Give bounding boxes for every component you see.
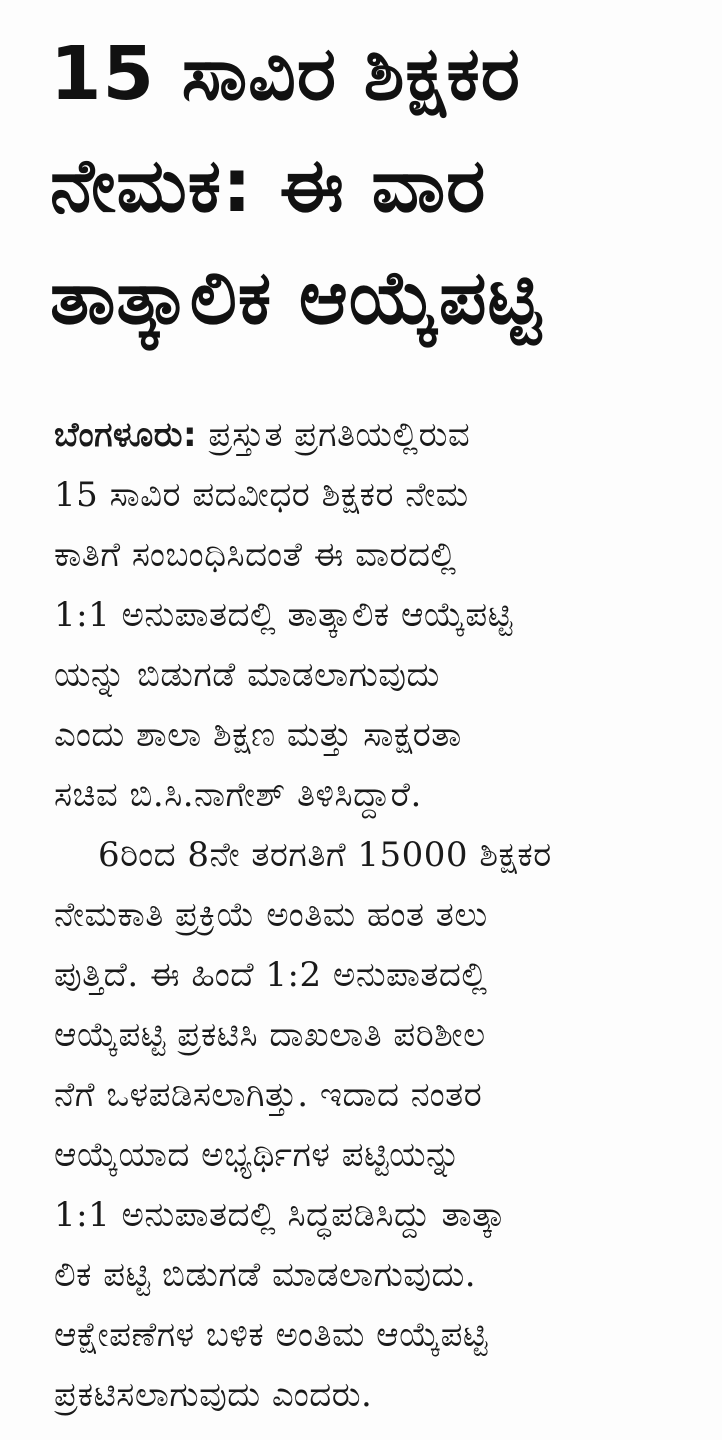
paragraph-2-line-7: 1:1 ಅನುಪಾತದಲ್ಲಿ ಸಿದ್ಧಪಡಿಸಿದ್ದು ತಾತ್ಕಾ — [54, 1195, 506, 1235]
paragraph-1-line-7: ಸಚಿವ ಬಿ.ಸಿ.ನಾಗೇಶ್ ತಿಳಿಸಿದ್ದಾರೆ. — [54, 775, 422, 815]
paragraph-1-line-3: ಕಾತಿಗೆ ಸಂಬಂಧಿಸಿದಂತೆ ಈ ವಾರದಲ್ಲಿ — [54, 535, 457, 575]
headline-line-3: ತಾತ್ಕಾಲಿಕ ಆಯ್ಕೆಪಟ್ಟಿ — [50, 255, 543, 341]
paragraph-1-line-1-text: ಪ್ರಸ್ತುತ ಪ್ರಗತಿಯಲ್ಲಿರುವ — [197, 415, 471, 455]
paragraph-2-line-10: ಪ್ರಕಟಿಸಲಾಗುವುದು ಎಂದರು. — [54, 1375, 373, 1415]
paragraph-1-line-1 — [54, 405, 666, 465]
paragraph-2-line-9: ಆಕ್ಷೇಪಣೆಗಳ ಬಳಿಕ ಅಂತಿಮ ಆಯ್ಕೆಪಟ್ಟಿ — [54, 1315, 489, 1355]
headline-line-2: ನೇಮಕ: ಈ ವಾರ — [50, 143, 487, 229]
paragraph-2-line-5: ನೆಗೆ ಒಳಪಡಿಸಲಾಗಿತ್ತು. ಇದಾದ ನಂತರ — [54, 1075, 483, 1115]
paragraph-1-line-2: 15 ಸಾವಿರ ಪದವೀಧರ ಶಿಕ್ಷಕರ ನೇಮ — [54, 475, 469, 515]
paragraph-2-line-3: ಪುತ್ತಿದೆ. ಈ ಹಿಂದೆ 1:2 ಅನುಪಾತದಲ್ಲಿ — [54, 955, 488, 995]
dateline: ಬೆಂಗಳೂರು: — [54, 415, 198, 455]
paragraph-2-line-1: 6ರಿಂದ 8ನೇ ತರಗತಿಗೆ 15000 ಶಿಕ್ಷಕರ — [98, 835, 552, 875]
headline-line-1: 15 ಸಾವಿರ ಶಿಕ್ಷಕರ — [50, 31, 521, 117]
paragraph-2-line-2: ನೇಮಕಾತಿ ಪ್ರಕ್ರಿಯೆ ಅಂತಿಮ ಹಂತ ತಲು — [54, 895, 488, 935]
paragraph-1-line-5: ಯನ್ನು ಬಿಡುಗಡೆ ಮಾಡಲಾಗುವುದು — [54, 655, 440, 695]
article-body — [54, 405, 666, 1425]
paragraph-1-line-4: 1:1 ಅನುಪಾತದಲ್ಲಿ ತಾತ್ಕಾಲಿಕ ಆಯ್ಕೆಪಟ್ಟಿ — [54, 595, 513, 635]
headline — [50, 18, 690, 354]
paragraph-2-line-6: ಆಯ್ಕೆಯಾದ ಅಭ್ಯರ್ಥಿಗಳ ಪಟ್ಟಿಯನ್ನು — [54, 1135, 461, 1175]
paragraph-2-line-8: ಲಿಕ ಪಟ್ಟಿ ಬಿಡುಗಡೆ ಮಾಡಲಾಗುವುದು. — [54, 1255, 477, 1295]
paragraph-1-line-6: ಎಂದು ಶಾಲಾ ಶಿಕ್ಷಣ ಮತ್ತು ಸಾಕ್ಷರತಾ — [54, 715, 462, 755]
paragraph-2-line-4: ಆಯ್ಕೆಪಟ್ಟಿ ಪ್ರಕಟಿಸಿ ದಾಖಲಾತಿ ಪರಿಶೀಲ — [54, 1015, 486, 1055]
